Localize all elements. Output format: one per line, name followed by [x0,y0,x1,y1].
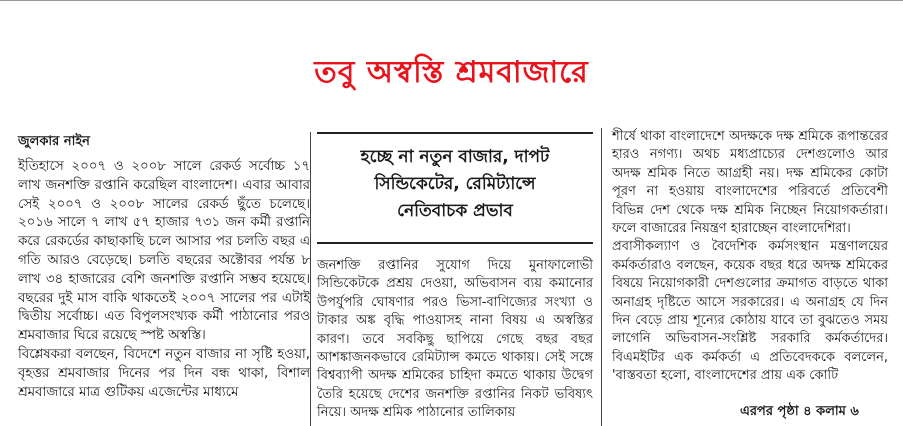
deck-line: নেতিবাচক প্রভাব [397,201,513,221]
deck-line: হচ্ছে না নতুন বাজার, দাপট [360,147,550,167]
deck-box [317,132,593,244]
column-divider [310,132,311,426]
column-1-paragraph: বিশ্লেষকরা বলছেন, বিদেশে নতুন বাজার না সৃষ্টি হওয়া, বৃহত্তর শ্রমবাজার দিনের পর দিন বন্ধ থাকা, বিশাল শ্রমবাজারে মাত্র গুটিকয় এজেন্টের মাধ্যমে [18,346,310,400]
deck [317,144,593,225]
column-1 [18,158,310,402]
column-3-paragraph: শীর্ষে থাকা বাংলাদেশে অদক্ষকে দক্ষ শ্রমিকে রূপান্তরের হারও নগণ্য। অথচ মধ্যপ্রাচ্যের দেশগুলোও আর অদক্ষ শ্রমিক নিতে আগ্রহী নয়। দক্ষ শ্রমিকের কোটা পূরণ না হওয়ায় বাংলাদেশের পরিবর্তে প্রতিবেশী বিভিন্ন দেশ থেকে দক্ষ শ্রমিক নিচ্ছেন নিয়োগকর্তারা। ফলে বাজারের নিয়ন্ত্রণ হারাচ্ছেন বাংলাদেশিরা। [612,129,888,237]
deck-bottom-rule [317,242,593,244]
headline: তবু অস্বস্তি শ্রমবাজারে [314,55,589,90]
column-2-paragraph: জনশক্তি রপ্তানির সুযোগ দিয়ে মুনাফালোভী সিন্ডিকেটকে প্রশ্রয় দেওয়া, অভিবাসন ব্যয় কমানোর উপর্যুপরি ঘোষণার পরও ভিসা-বাণিজ্যের সংখ্যা ও টাকার অঙ্ক বৃদ্ধি পাওয়াসহ নানা বিষয় এ অস্বস্তির কারণ। তবে সবকিছু ছাপিয়ে গেছে বছর বছর আশঙ্কাজনকভাবে রেমিট্যান্স কমতে থাকায়। সেই সঙ্গে বিশ্বব্যাপী অদক্ষ শ্রমিকের চাহিদা কমতে থাকায় উদ্বেগ তৈরি হয়েছে দেশের জনশক্তি রপ্তানির নিকট ভবিষ্যৎ নিয়ে। অদক্ষ শ্রমিক পাঠানোর তালিকায় [317,258,593,421]
deck-line: সিন্ডিকেটের, রেমিট্যান্সে [374,174,536,194]
column-3 [612,128,888,386]
deck-top-rule [317,132,593,134]
column-2 [317,257,593,423]
column-3-paragraph: প্রবাসীকল্যাণ ও বৈদেশিক কর্মসংস্থান মন্ত্রণালয়ের কর্মকর্তারাও বলছেন, কয়েক বছর ধরে অদক্ষ শ্রমিকের বিষয়ে নিয়োগকারী দেশগুলোর ক্রমাগত বাড়তে থাকা অনাগ্রহ দৃষ্টিতে আসে সরকারের। এ অনাগ্রহ যে দিন দিন বেড়ে প্রায় শূন্যের কোঠায় যাবে তা বুঝতেও সময় লাগেনি অভিবাসন-সংশ্লিষ্ট সরকারি কর্মকর্তাদের। বিএমইটির এক কর্মকর্তা এ প্রতিবেদককে বললেন, 'বাস্তবতা হলো, বাংলাদেশের প্রায় এক কোটি [612,239,888,384]
top-rule [0,0,903,6]
column-divider [601,128,602,426]
column-1-paragraph: ইতিহাসে ২০০৭ ও ২০০৮ সালে রেকর্ড সর্বোচ্চ ১৭ লাখ জনশক্তি রপ্তানি করেছিল বাংলাদেশ। এবার আবার সেই ২০০৭ ও ২০০৮ সালের রেকর্ড ছুঁতে চলেছে। ২০১৬ সালে ৭ লাখ ৫৭ হাজার ৭৩১ জন কর্মী রপ্তানি করে রেকর্ডের কাছাকাছি চলে আসার পর চলতি বছর এ গতি আরও বেড়েছে। চলতি বছরের অক্টোবর পর্যন্ত ৮ লাখ ৩৪ হাজারের বেশি জনশক্তি রপ্তানি সম্ভব হয়েছে। বছরের দুই মাস বাকি থাকতেই ২০০৭ সালের পর এটাই দ্বিতীয় সর্বোচ্চ। এত বিপুলসংখ্যক কর্মী পাঠানোর পরও শ্রমবাজার ঘিরে রয়েছে স্পষ্ট অস্বস্তি। [18,159,310,344]
continued-jump-line: এরপর পৃষ্ঠা ৪ কলাম ৬ [740,404,859,419]
byline: জুলকার নাইন [18,134,90,149]
